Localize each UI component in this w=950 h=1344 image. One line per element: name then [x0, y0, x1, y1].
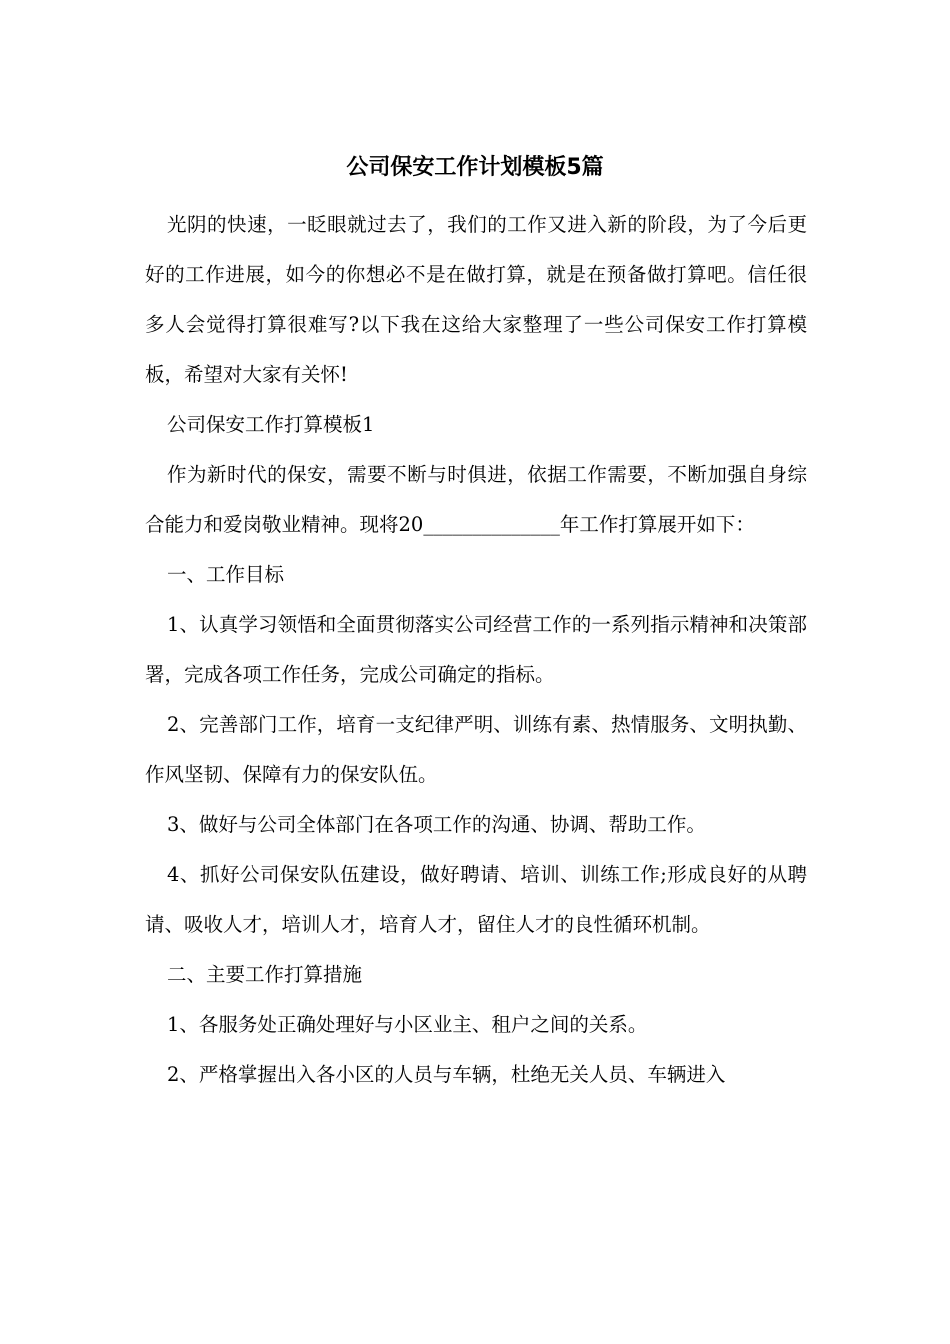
goal-item-3: 3、做好与公司全体部门在各项工作的沟通、协调、帮助工作。 — [167, 813, 706, 836]
goal-item-1: 1、认真学习领悟和全面贯彻落实公司经营工作的一系列指示精神和决策部署，完成各项工作任务，完成公司确定的指标。 — [145, 613, 807, 686]
document-body — [145, 200, 807, 1100]
goal-item-4: 4、抓好公司保安队伍建设，做好聘请、培训、训练工作;形成良好的从聘请、吸收人才，培训人才，培育人才，留住人才的良性循环机制。 — [145, 863, 807, 936]
measure-item-2: 2、严格掌握出入各小区的人员与车辆，杜绝无关人员、车辆进入 — [167, 1063, 726, 1086]
document-title: 公司保安工作计划模板5篇 — [346, 155, 604, 180]
intro-paragraph: 光阴的快速，一眨眼就过去了，我们的工作又进入新的阶段，为了今后更好的工作进展，如今的你想必不是在做打算，就是在预备做打算吧。信任很多人会觉得打算很难写?以下我在这给大家整理了一些公司保安工作打算模板，希望对大家有关怀! — [145, 213, 807, 386]
section-heading-main-measures: 二、主要工作打算措施 — [167, 963, 363, 986]
goal-item-2: 2、完善部门工作，培育一支纪律严明、训练有素、热情服务、文明执勤、作风坚韧、保障有力的保安队伍。 — [145, 713, 807, 786]
template-intro-paragraph: 作为新时代的保安，需要不断与时俱进，依据工作需要，不断加强自身综合能力和爱岗敬业精神。现将20______________年工作打算展开如下： — [145, 463, 807, 536]
section-heading-work-goals: 一、工作目标 — [167, 563, 285, 586]
measure-item-1: 1、各服务处正确处理好与小区业主、租户之间的关系。 — [167, 1013, 648, 1036]
section-heading-template-1: 公司保安工作打算模板1 — [167, 413, 375, 436]
